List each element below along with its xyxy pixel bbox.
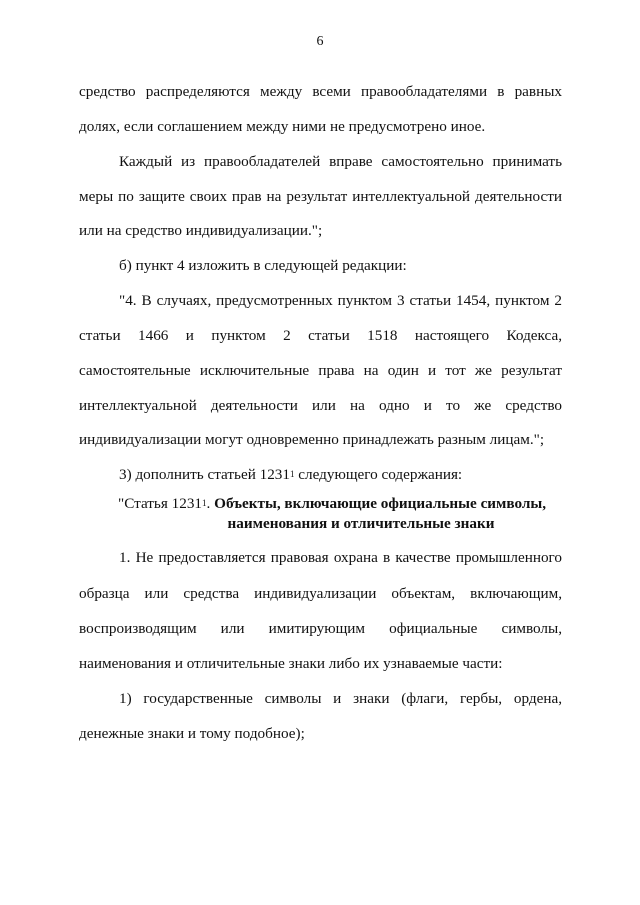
text-line: Каждый из правообладателей вправе самостоятельно принимать <box>119 153 562 170</box>
superscript: 1 <box>290 469 295 479</box>
text-line: "4. В случаях, предусмотренных пунктом 3 статьи 1454, пунктом 2 <box>119 292 562 309</box>
text-line: наименования и отличительные знаки либо их узнаваемые части: <box>79 655 503 672</box>
text-line: воспроизводящим или имитирующим официальные символы, <box>79 620 562 637</box>
text-line: индивидуализации могут одновременно принадлежать разным лицам."; <box>79 431 545 448</box>
text-line: меры по защите своих прав на результат интеллектуальной деятельности <box>79 188 562 205</box>
text-line: самостоятельные исключительные права на один и тот же результат <box>79 362 562 379</box>
text-line: 1. Не предоставляется правовая охрана в качестве промышленного <box>119 549 562 566</box>
text-fragment: следующего содержания: <box>294 466 463 483</box>
text-line: б) пункт 4 изложить в следующей редакции: <box>119 257 407 274</box>
text-line: долях, если соглашением между ними не предусмотрено иное. <box>79 118 486 135</box>
article-heading-line2: наименования и отличительные знаки <box>227 515 495 532</box>
text-line: 1) государственные символы и знаки (флаги, гербы, ордена, <box>119 690 562 707</box>
text-line: статьи 1466 и пунктом 2 статьи 1518 настоящего Кодекса, <box>79 327 562 344</box>
article-number: "Статья 1231 <box>118 495 203 512</box>
text-line: интеллектуальной деятельности или на одно и то же средство <box>79 397 562 414</box>
article-heading <box>118 494 564 534</box>
article-title: Объекты, включающие официальные символы, <box>214 495 547 512</box>
page-number: 6 <box>316 34 324 49</box>
text-line: денежные знаки и тому подобное); <box>79 725 305 742</box>
article-separator: . <box>206 495 215 512</box>
text-line: или на средство индивидуализации."; <box>79 222 323 239</box>
text-line: средство распределяются между всеми правообладателями в равных <box>79 83 562 100</box>
text-line: образца или средства индивидуализации объектам, включающим, <box>79 585 562 602</box>
superscript: 1 <box>202 498 207 508</box>
text-fragment: 3) дополнить статьей 1231 <box>119 466 290 483</box>
article-heading-line1 <box>118 494 564 514</box>
text-line <box>119 465 562 485</box>
